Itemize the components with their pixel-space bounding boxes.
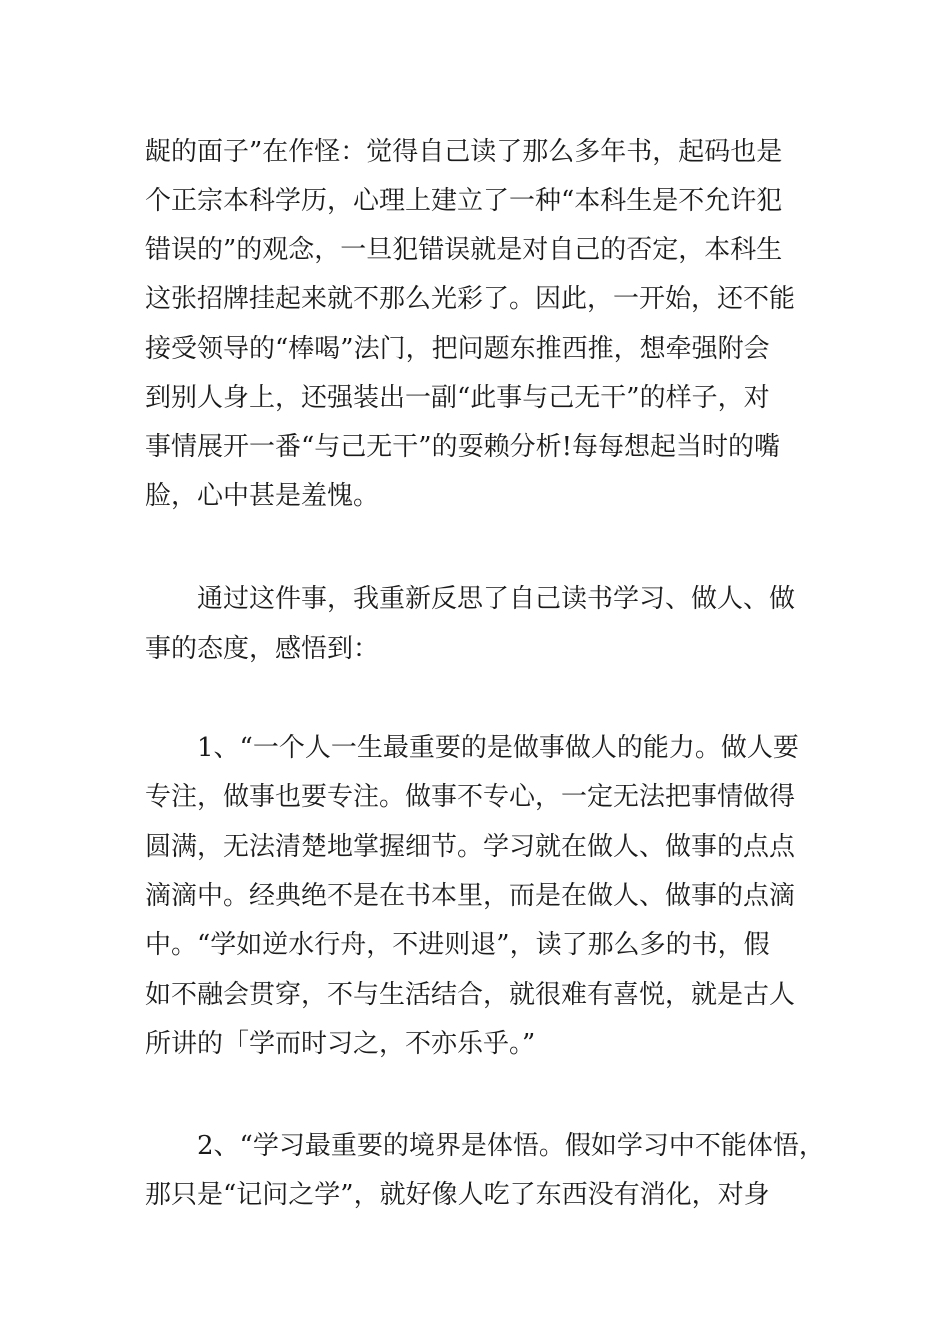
text-line: 1、“一个人一生最重要的是做事做人的能力。做人要: [197, 733, 799, 763]
text-line: 2、“学习最重要的境界是体悟。假如学习中不能体悟，: [197, 1131, 825, 1161]
text-line: 这张招牌挂起来就不那么光彩了。因此，一开始，还不能: [145, 284, 796, 314]
text-line: 事的态度，感悟到：: [145, 634, 380, 664]
text-line: 错误的”的观念，一旦犯错误就是对自己的否定，本科生: [145, 235, 783, 265]
text-line: 滴滴中。经典绝不是在书本里，而是在做人、做事的点滴: [145, 881, 796, 911]
text-line: 接受领导的“棒喝”法门，把问题东推西推，想牵强附会: [145, 334, 770, 364]
text-line: 到别人身上，还强装出一副“此事与己无干”的样子，对: [145, 383, 770, 413]
text-line: 那只是“记问之学”，就好像人吃了东西没有消化，对身: [145, 1180, 770, 1210]
text-line: 脸，心中甚是羞愧。: [145, 481, 380, 511]
text-line: 个正宗本科学历，心理上建立了一种“本科生是不允许犯: [145, 186, 783, 216]
text-line: 如不融会贯穿，不与生活结合，就很难有喜悦，就是古人: [145, 980, 796, 1010]
text-line: 中。“学如逆水行舟，不进则退”，读了那么多的书，假: [145, 930, 770, 960]
text-line: 圆满，无法清楚地掌握细节。学习就在做人、做事的点点: [145, 832, 796, 862]
text-line: 通过这件事，我重新反思了自己读书学习、做人、做: [197, 584, 796, 614]
text-line: 龊的面子”在作怪：觉得自己读了那么多年书，起码也是: [145, 137, 783, 167]
text-line: 事情展开一番“与己无干”的耍赖分析!每每想起当时的嘴: [145, 432, 781, 462]
text-line: 所讲的「学而时习之，不亦乐乎。”: [145, 1029, 536, 1059]
text-line: 专注，做事也要专注。做事不专心，一定无法把事情做得: [145, 782, 796, 812]
